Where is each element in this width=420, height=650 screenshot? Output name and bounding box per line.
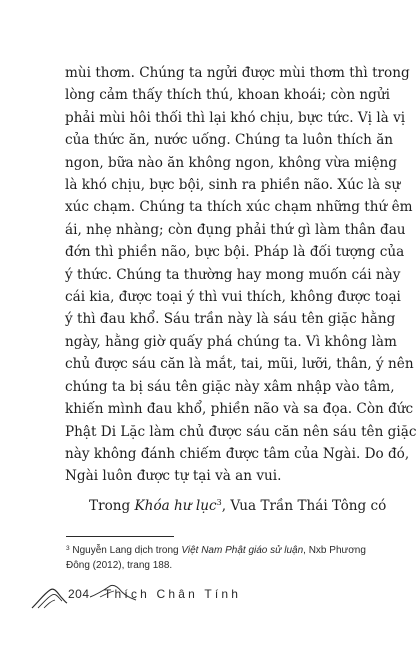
text-line: ý thức. Chúng ta thường hay mong muốn cái này — [65, 266, 401, 283]
text-line: phải mùi hôi thối thì lại khó chịu, bực tức. Vị là vị — [65, 109, 406, 126]
text-line: khiến mình đau khổ, phiền não và sa đọa. Còn đức — [65, 401, 414, 418]
text-line: ngon, bữa nào ăn không ngon, không vừa miệng — [65, 154, 398, 171]
footnote-line-2: Đông (2012), trang 188. — [66, 560, 173, 571]
page-number: 204 — [68, 587, 90, 601]
footnote-source-title: Việt Nam Phật giáo sử luận — [181, 545, 304, 556]
paragraph-trailing-text: , Vua Trần Thái Tông có — [221, 498, 387, 514]
footnote-text-after: , Nxb Phương — [303, 545, 366, 556]
footnote-text: Nguyễn Lang dịch trong — [69, 545, 182, 556]
book-title: Khóa hư lục — [134, 498, 217, 514]
page-footer — [30, 580, 310, 630]
text-line: mùi thơm. Chúng ta ngửi được mùi thơm thì trong — [65, 65, 410, 81]
text-line: ý thì đau khổ. Sáu trần này là sáu tên giặc hằng — [65, 311, 396, 328]
paragraph-lead-text: Trong — [89, 498, 135, 514]
text-line: ái, nhẹ nhàng; còn đụng phải thứ gì làm thân đau — [65, 221, 406, 238]
footnote — [66, 543, 366, 573]
text-line: là khó chịu, bực bội, sinh ra phiền não. Xúc là sự — [65, 177, 401, 194]
text-line: chủ được sáu căn là mắt, tai, mũi, lưỡi, thân, ý nên — [65, 356, 414, 373]
text-line: Phật Di Lặc làm chủ được sáu căn nên sáu tên giặc — [65, 423, 417, 440]
text-line: cái kia, được toại ý thì vui thích, không được toại — [65, 289, 401, 306]
footnote-mark: 3 — [66, 545, 70, 552]
text-line: xúc chạm. Chúng ta thích xúc chạm những thứ êm — [65, 199, 413, 216]
text-line-indented — [65, 495, 387, 517]
footnote-divider — [66, 536, 174, 537]
text-line-last: Ngài luôn được tự tại và an vui. — [65, 468, 282, 485]
text-line: của thức ăn, nước uống. Chúng ta luôn thích ăn — [65, 132, 394, 149]
text-line: ngày, hằng giờ quấy phá chúng ta. Vì không làm — [65, 333, 397, 350]
footnote-reference[interactable]: 3 — [216, 498, 222, 507]
main-paragraph — [65, 62, 417, 488]
footnote-line — [66, 543, 366, 558]
text-line: lòng cảm thấy thích thú, khoan khoái; còn ngửi — [65, 87, 390, 104]
text-line: này không đánh chiếm được tâm của Ngài. Do đó, — [65, 445, 410, 462]
text-line: chúng ta bị sáu tên giặc này xâm nhập vào tâm, — [65, 378, 395, 395]
running-title: Thích Chân Tính — [104, 587, 242, 601]
second-paragraph — [65, 495, 387, 517]
text-line: đớn thì phiền não, bực bội. Pháp là đối tượng của — [65, 244, 405, 261]
